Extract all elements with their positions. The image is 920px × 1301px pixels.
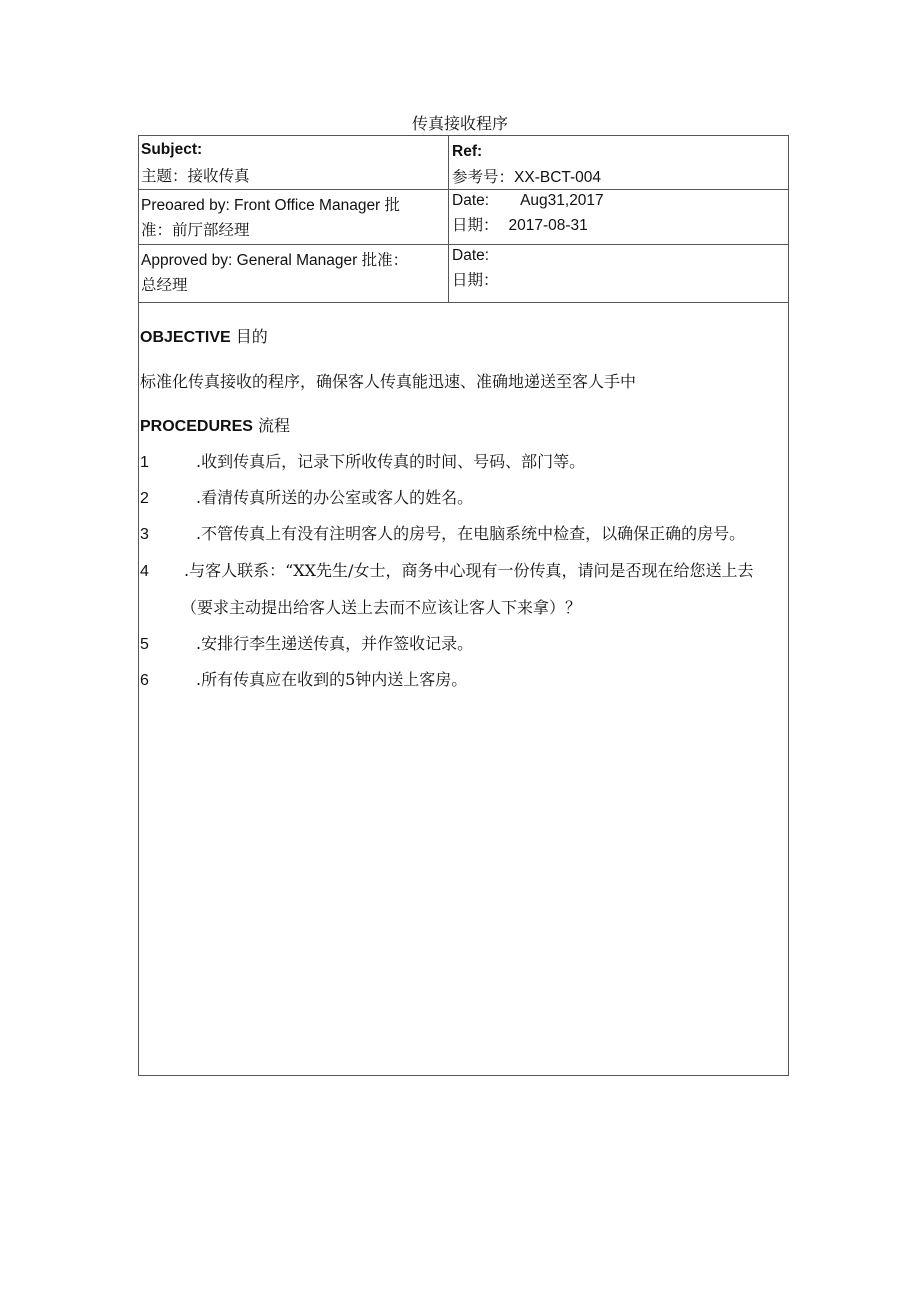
procedure-step-2: 2 .看清传真所送的办公室或客人的姓名。 — [140, 488, 474, 507]
prepared-text: Preoared by: Front Office Manager 批 — [141, 197, 401, 214]
date1-line — [452, 190, 788, 212]
procedure-step-1: 1 .收到传真后，记录下所收传真的时间、号码、部门等。 — [140, 452, 586, 471]
ref-cell — [448, 136, 788, 189]
ref-label: Ref: — [452, 143, 483, 160]
procedure-step-6: 6 .所有传真应在收到的5钟内送上客房。 — [140, 670, 468, 689]
procedures-title-cn: 流程 — [258, 416, 291, 435]
document-frame — [138, 135, 789, 1076]
date1-cn-line — [452, 214, 788, 237]
approved-text: Approved by: General Manager 批准： — [141, 252, 409, 269]
date1-label: Date: — [452, 192, 490, 209]
date2-label: Date: — [452, 247, 490, 264]
prepared-line-1 — [141, 194, 448, 217]
objective-title-cn: 目的 — [235, 327, 268, 346]
ref-value: XX-BCT-004 — [514, 169, 602, 186]
date1-cn-label: 日期： — [452, 216, 499, 234]
objective-text: 标准化传真接收的程序，确保客人传真能迅速、准确地递送至客人手中 — [140, 372, 637, 391]
procedure-step-4: 4 .与客人联系：“XX先生/女士，商务中心现有一份传真，请问是否现在给您送上去 — [140, 561, 754, 580]
procedure-step-5: 5 .安排行李生递送传真，并作签收记录。 — [140, 634, 474, 653]
procedures-title-en: PROCEDURES — [140, 418, 253, 435]
prepared-cell — [139, 190, 448, 244]
date1-cell — [448, 190, 788, 244]
objective-heading — [140, 324, 268, 347]
procedures-heading — [140, 413, 290, 436]
approved-cell — [139, 245, 448, 302]
objective-title-en: OBJECTIVE — [140, 329, 231, 346]
prepared-line-2: 准：前厅部经理 — [141, 221, 250, 239]
subject-label: Subject: — [141, 141, 203, 158]
header-row-prepared — [139, 190, 788, 245]
ref-value-line — [452, 166, 788, 189]
document-title: 传真接收程序 — [411, 114, 508, 133]
approved-line-1 — [141, 249, 448, 272]
procedure-step-4-continued: （要求主动提出给客人送上去而不应该让客人下来拿）？ — [181, 598, 582, 617]
procedure-step-3: 3 .不管传真上有没有注明客人的房号，在电脑系统中检查，以确保正确的房号。 — [140, 524, 746, 543]
ref-value-prefix: 参考号： — [452, 168, 515, 186]
header-row-approved — [139, 245, 788, 303]
date1-cn-value: 2017-08-31 — [508, 217, 588, 234]
subject-cell — [139, 136, 448, 189]
subject-value: 主题：接收传真 — [141, 167, 250, 185]
date2-cell — [448, 245, 788, 302]
date2-cn-label: 日期： — [452, 271, 499, 289]
header-row-subject — [139, 136, 788, 190]
header-table — [139, 136, 788, 303]
approved-line-2: 总经理 — [141, 276, 188, 294]
date1-value: Aug31,2017 — [520, 192, 604, 209]
